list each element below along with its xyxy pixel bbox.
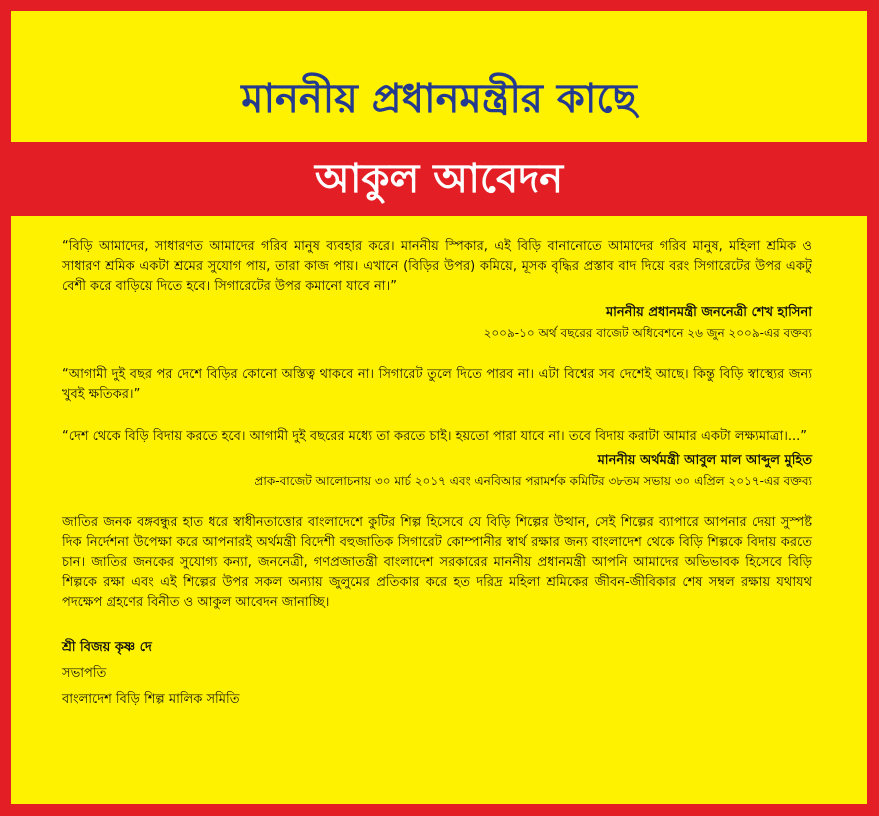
appeal-paragraph: জাতির জনক বঙ্গবন্ধুর হাত ধরে স্বাধীনতাত্তোর বাংলাদেশে কুটির শিল্প হিসেবে যে বিড়ি শিল্পের উত্থান, সেই শিল্পের ব্যাপারে আপনার দেয়া সুস্পষ্ট দিক নির্দেশনা উপেক্ষা করে আপনারই অর্থমন্ত্রী বিদেশী বহুজাতিক সিগারেট কোম্পানীর স্বার্থ রক্ষার জন্য বাংলাদেশ থেকে বিড়ি শিল্পকে বিদায় করতে চান। জাতির জনকের সুযোগ্য কন্যা, জননেত্রী, গণপ্রজাতন্ত্রী বাংলাদেশ সরকারের মাননীয় প্রধানমন্ত্রী আপনি আমাদের অভিভাবক হিসেবে বিড়ি শিল্পকে রক্ষা এবং এই শিল্পের উপর সকল অন্যায় জুলুমের প্রতিকার করে হত দরিদ্র মহিলা শ্রমিকের জীবন-জীবিকার শেষ সম্বল রক্ষায় যথাযথ পদক্ষেপ গ্রহণের বিনীত ও আকুল আবেদন জানাচ্ছি। [62,515,812,610]
signatory-name: শ্রী বিজয় কৃষ্ণ দে [62,640,152,655]
quote-attribution-name: মাননীয় অর্থমন্ত্রী আবুল মাল আব্দুল মুহিত [597,453,812,468]
article-content [62,237,812,713]
banner-title: আকুল আবেদন [314,156,564,202]
signatory-organization: বাংলাদেশ বিড়ি শিল্প মালিক সমিতি [62,692,240,707]
quote-finance-minister-2: “দেশ থেকে বিড়ি বিদায় করতে হবে। আগামী দুই বছরের মধ্যে তা করতে চাই। হয়তো পারা যাবে না। তবে বিদায় করাটা আমার একটা লক্ষ্যমাত্রা।...” [62,429,808,444]
quote-attribution-context: ২০০৯-১০ অর্থ বছরের বাজেট অধিবেশনে ২৬ জুন ২০০৯-এর বক্তব্য [483,326,812,340]
quote-prime-minister: “বিড়ি আমাদের, সাধারণত আমাদের গরিব মানুষ ব্যবহার করে। মাননীয় স্পিকার, এই বিড়ি বানানোতে আমাদের গরিব মানুষ, মহিলা শ্রমিক ও সাধারণ শ্রমিক একটা শ্রমের সুযোগ পায়, তারা কাজ পায়। এখানে (বিড়ির উপর) কমিয়ে, মূসক বৃদ্ধির প্রস্তাব বাদ দিয়ে বরং সিগারেটের উপর একটু বেশী করে বাড়িয়ে দিতে হবে। সিগারেটের উপর কমানো যাবে না।” [62,239,812,294]
headline: মাননীয় প্রধানমন্ত্রীর কাছে [241,76,637,122]
signature-block [62,635,812,713]
quote-attribution-context: প্রাক-বাজেট আলোচনায় ৩০ মার্চ ২০১৭ এবং এনবিআর পরামর্শক কমিটির ৩৮তম সভায় ৩০ এপ্রিল ২০১৭-এর বক্তব্য [254,474,812,488]
quote-finance-minister-1: “আগামী দুই বছর পর দেশে বিড়ির কোনো অস্তিত্ব থাকবে না। সিগারেট তুলে দিতে পারব না। এটা বিশ্বের সব দেশেই আছে। কিন্তু বিড়ি স্বাস্থ্যের জন্য খুবই ক্ষতিকর।” [62,367,812,402]
quote-attribution-name: মাননীয় প্রধানমন্ত্রী জননেত্রী শেখ হাসিনা [605,305,812,320]
yellow-panel [11,11,867,804]
signatory-title: সভাপতি [62,666,107,681]
red-banner [11,142,867,216]
